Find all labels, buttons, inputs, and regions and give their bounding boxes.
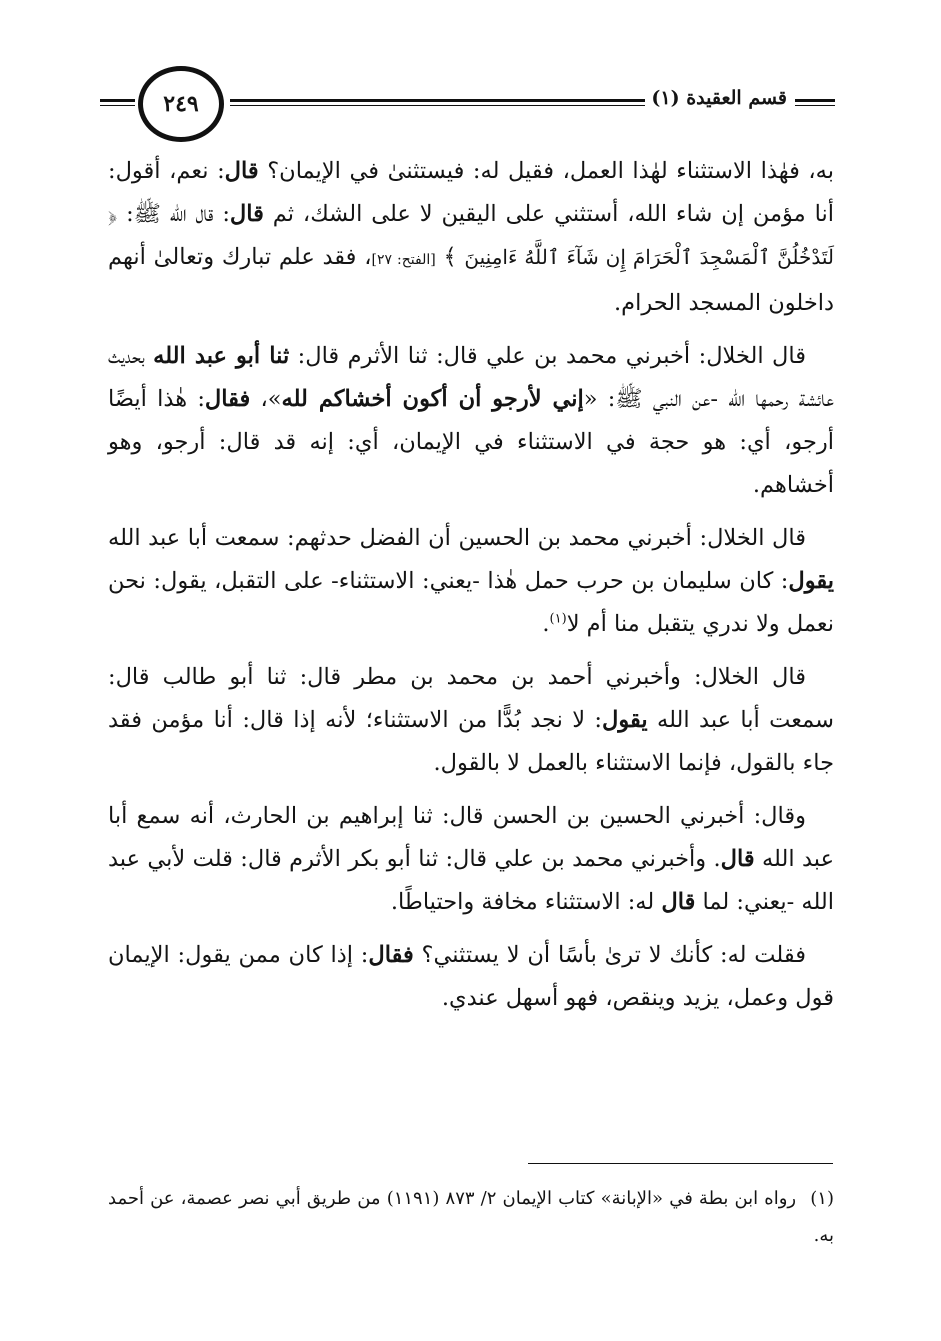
text-segment: . وأخبرني محمد بن علي قال: ثنا أبو بكر الأثرم قال: قلت لأبي عبد الله -يعني: لما: [108, 846, 834, 915]
text-segment: له: الاستثناء مخافة واحتياطًا.: [390, 889, 662, 915]
footnote-number: (١): [810, 1188, 834, 1209]
paragraph: [108, 656, 834, 785]
header-rule-right: [795, 99, 835, 106]
footnote-separator: [528, 1163, 833, 1164]
paragraph: [108, 335, 834, 507]
bold-text: فقال: [204, 386, 251, 412]
page-number: ٢٤٩: [163, 91, 199, 117]
running-header: [100, 60, 835, 150]
text-segment: قال الخلال: أخبرني محمد بن علي قال: ثنا الأثرم قال:: [289, 343, 806, 369]
header-rule-left: [100, 99, 135, 106]
bold-text: إني لأرجو أن أكون أخشاكم لله: [281, 386, 584, 412]
running-title: قسم العقيدة (١): [645, 87, 793, 109]
bold-text: ثنا أبو عبد الله: [153, 343, 290, 369]
text-segment: وقال: أخبرني الحسين بن الحسن قال: ثنا إبراهيم بن الحارث، أنه سمع أبا عبد الله: [108, 803, 834, 872]
text-segment: قال الخلال: أخبرني محمد بن الحسين أن الفضل حدثهم: سمعت أبا عبد الله: [108, 525, 806, 551]
paragraph: [108, 934, 834, 1020]
text-segment: ، فقد علم تبارك وتعالىٰ أنهم داخلون المسجد الحرام.: [108, 244, 834, 316]
text-segment: .: [542, 611, 550, 637]
text-segment: بحديث عائشة رحمها الله -عن النبي ﷺ: «: [108, 343, 834, 412]
footnote: [108, 1180, 834, 1254]
text-segment: فقلت له: كأنك لا ترىٰ بأسًا أن لا يستثني؟: [413, 942, 806, 968]
main-text: [108, 150, 834, 1030]
bold-text: فقال: [368, 942, 414, 968]
footnote-text: رواه ابن بطة في «الإبانة» كتاب الإيمان ٢/ ٨٧٣ (١١٩١) من طريق أبي نصر عصمة، عن أحمد به.: [108, 1188, 834, 1246]
text-segment: »،: [250, 386, 282, 412]
paragraph: [108, 795, 834, 924]
page-number-ring: [138, 66, 224, 142]
text-segment: : كان سليمان بن حرب حمل هٰذا -يعني: الاستثناء- على التقبل، يقول: نحن نعمل ولا ندري يتقبل منا أم لا: [108, 568, 834, 637]
text-segment: قال الخلال: وأخبرني أحمد بن محمد بن مطر قال: ثنا أبو طالب قال: سمعت أبا عبد الله: [108, 664, 834, 733]
bold-text: قال: [661, 889, 696, 915]
paragraph: [108, 150, 834, 325]
footnote-marker: (١): [549, 611, 567, 627]
text-segment: به، فهٰذا الاستثناء لهٰذا العمل، فقيل له: فيستثنىٰ في الإيمان؟: [258, 158, 834, 184]
text-segment: : لا نجد بُدًّا من الاستثناء؛ لأنه إذا قال: أنا مؤمن فقد جاء بالقول، فإنما الاستثناء بالعمل لا بالقول.: [108, 707, 834, 776]
bold-text: قال: [720, 846, 755, 872]
verse-reference: [الفتح: ٢٧]: [371, 252, 436, 268]
text-segment: : نعم، أقول: أنا مؤمن إن شاء الله، أستثني على اليقين لا على الشك، ثم: [108, 158, 834, 227]
bold-text: يقول: [602, 707, 648, 733]
bold-text: قال: [224, 158, 259, 184]
bold-text: قال: [229, 201, 264, 227]
text-segment: : هٰذا أيضًا أرجو، أي: هو حجة في الاستثناء في الإيمان، أي: إنه قد قال: أرجو، وهو أخشاهم.: [108, 386, 834, 498]
paragraph: [108, 517, 834, 646]
quran-verse: لَتَدْخُلُنَّ ٱلْمَسْجِدَ ٱلْحَرَامَ إِن شَآءَ ٱللَّهُ ءَامِنِينَ: [464, 245, 834, 269]
text-segment: : قال الله ﷺ: ﴿: [108, 201, 230, 227]
bold-text: يقول: [788, 568, 834, 594]
text-segment: : إذا كان ممن يقول: الإيمان قول وعمل، يزيد وينقص، فهو أسهل عندي.: [108, 942, 834, 1011]
text-segment: ﴾: [435, 244, 465, 270]
